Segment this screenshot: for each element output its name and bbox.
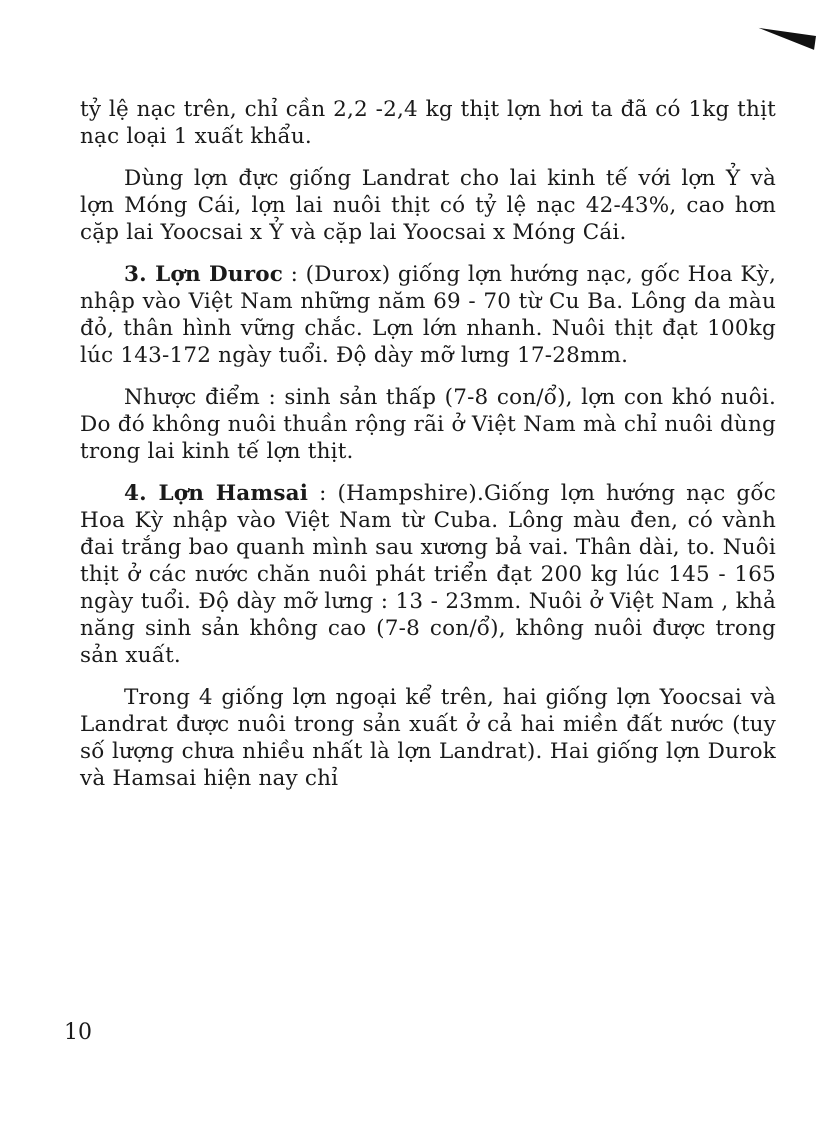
paragraph-6 (80, 684, 776, 792)
paragraph-5-hamsai (80, 480, 776, 669)
page-number: 10 (64, 1020, 92, 1045)
paragraph-2 (80, 165, 776, 246)
paragraph-1 (80, 96, 776, 150)
paragraph-6-text: Trong 4 giống lợn ngoại kể trên, hai giống lợn Yoocsai và Landrat được nuôi trong sản xuất ở cả hai miền đất nước (tuy số lượng chưa nhiều nhất là lợn Landrat). Hai giống lợn Durok và Hamsai hiện nay chỉ (80, 685, 776, 791)
heading-hamsai: 4. Lợn Hamsai (124, 481, 309, 506)
page-body (80, 96, 776, 807)
paragraph-4-text: Nhược điểm : sinh sản thấp (7-8 con/ổ), lợn con khó nuôi. Do đó không nuôi thuần rộng rãi ở Việt Nam mà chỉ nuôi dùng trong lai kinh tế lợn thịt. (80, 385, 776, 464)
paragraph-1-text: tỷ lệ nạc trên, chỉ cần 2,2 -2,4 kg thịt lợn hơi ta đã có 1kg thịt nạc loại 1 xuất khẩu. (80, 97, 776, 149)
heading-duroc: 3. Lợn Duroc (124, 262, 284, 287)
paragraph-2-text: Dùng lợn đực giống Landrat cho lai kinh tế với lợn Ỷ và lợn Móng Cái, lợn lai nuôi thịt có tỷ lệ nạc 42-43%, cao hơn cặp lai Yoocsai x Ỷ và cặp lai Yoocsai x Móng Cái. (80, 166, 776, 245)
page-corner-mark (757, 28, 816, 50)
paragraph-3-duroc (80, 261, 776, 369)
paragraph-4 (80, 384, 776, 465)
paragraph-3-text: : (Durox) giống lợn hướng nạc, gốc Hoa Kỳ, nhập vào Việt Nam những năm 69 - 70 từ Cu Ba. Lông da màu đỏ, thân hình vững chắc. Lợn lớn nhanh. Nuôi thịt đạt 100kg lúc 143-172 ngày tuổi. Độ dày mỡ lưng 17-28mm. (80, 262, 776, 368)
paragraph-5-text: : (Hampshire).Giống lợn hướng nạc gốc Hoa Kỳ nhập vào Việt Nam từ Cuba. Lông màu đen, có vành đai trắng bao quanh mình sau xương bả vai. Thân dài, to. Nuôi thịt ở các nước chăn nuôi phát triển đạt 200 kg lúc 145 - 165 ngày tuổi. Độ dày mỡ lưng : 13 - 23mm. Nuôi ở Việt Nam , khả năng sinh sản không cao (7-8 con/ổ), không nuôi được trong sản xuất. (80, 481, 776, 668)
